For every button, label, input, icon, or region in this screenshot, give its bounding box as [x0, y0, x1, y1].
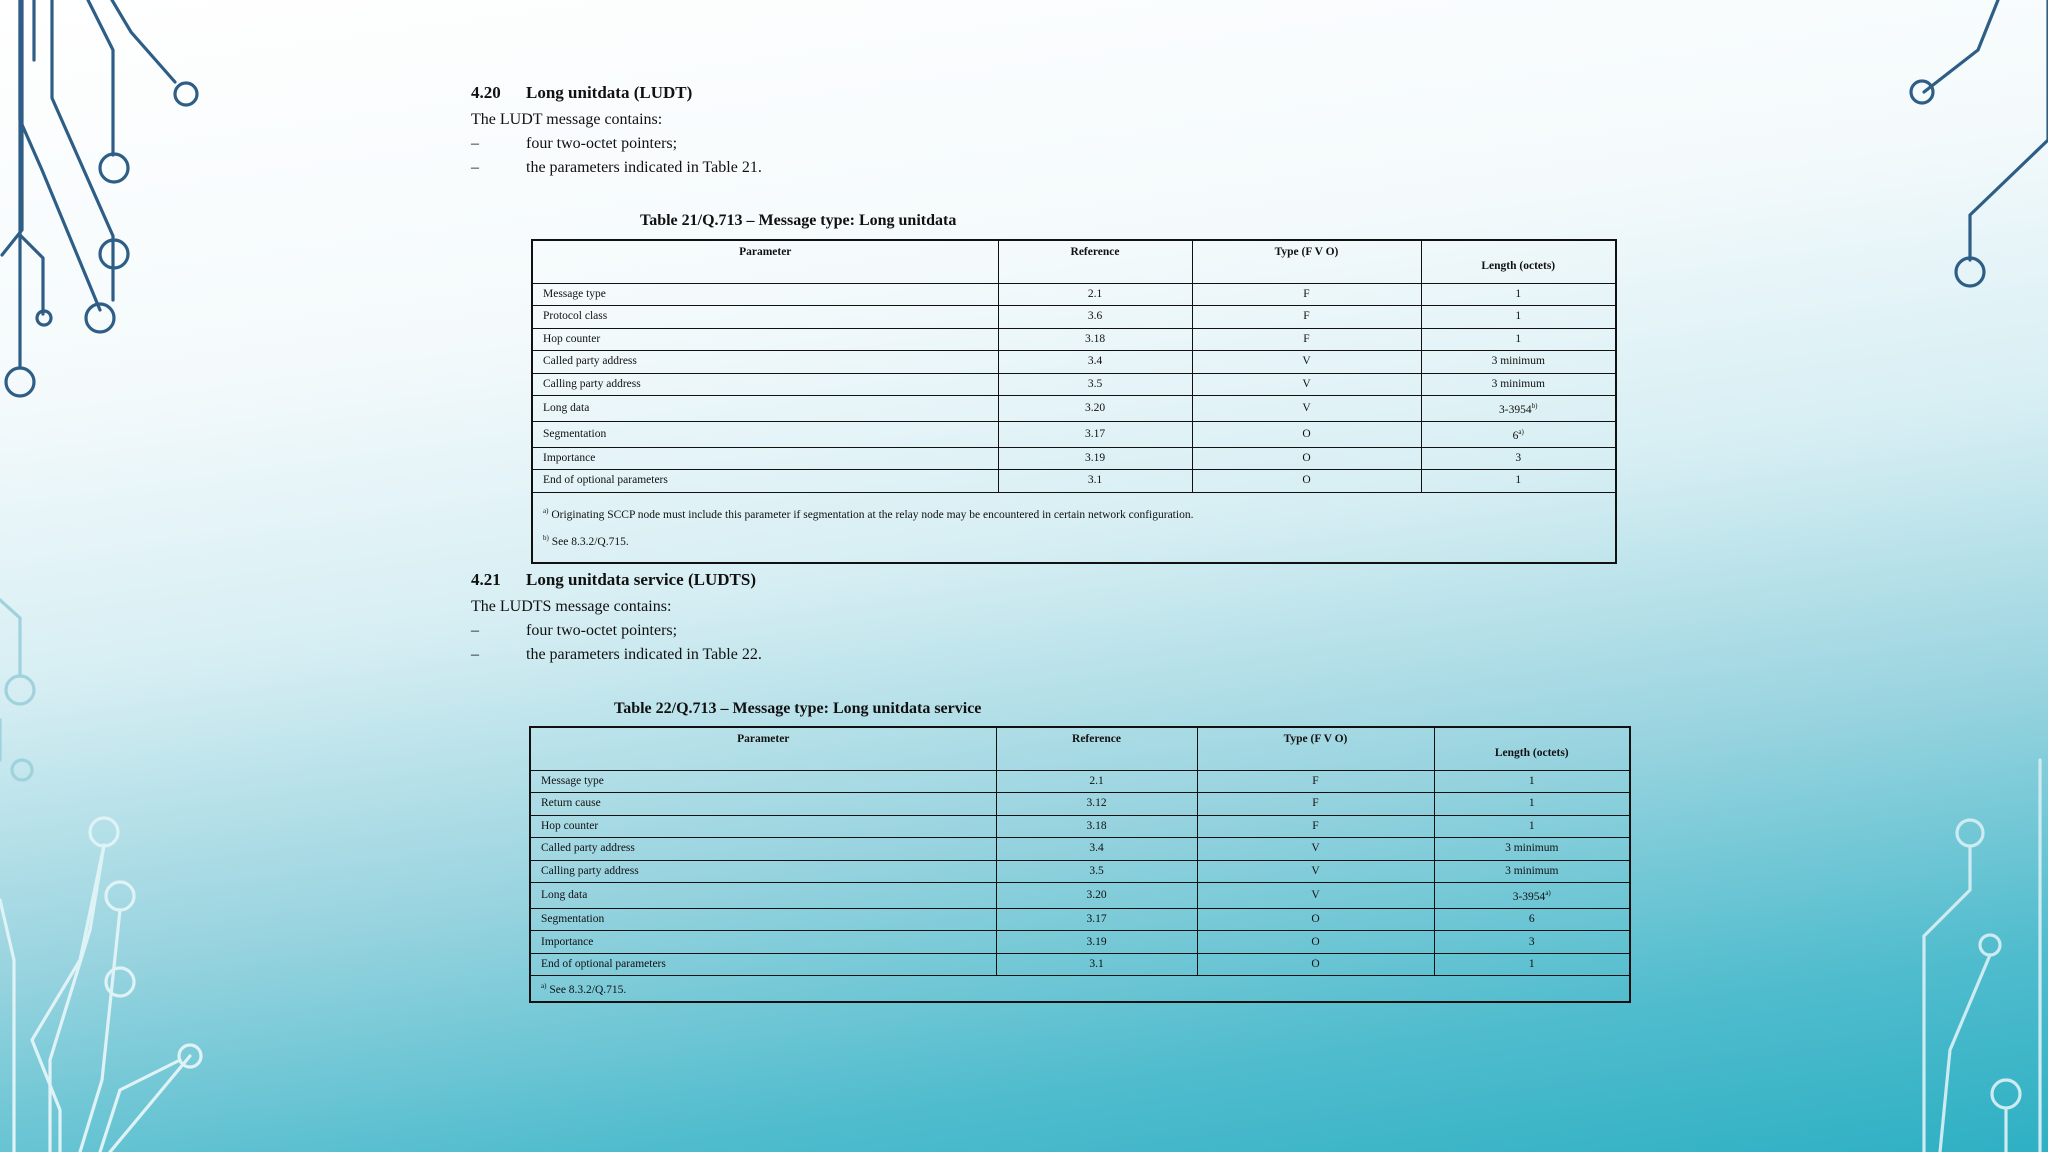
- cell-type: V: [1197, 838, 1434, 861]
- cell-type: V: [1197, 883, 1434, 909]
- table-note-a: [543, 499, 1605, 527]
- note-marker: a): [543, 506, 549, 515]
- footnote-marker: b): [1531, 402, 1538, 410]
- cell-length: 3 minimum: [1434, 860, 1630, 883]
- table-notes: [530, 976, 1630, 1002]
- cell-parameter: Calling party address: [530, 860, 996, 883]
- table-row: [532, 351, 1616, 374]
- table-note-a: [541, 976, 1619, 1001]
- column-header-type: Type (F V O): [1197, 727, 1434, 770]
- cell-reference: 3.5: [998, 373, 1192, 396]
- table-22-caption: Table 22/Q.713 – Message type: Long unitdata service: [614, 700, 982, 717]
- cell-reference: 3.18: [996, 815, 1197, 838]
- cell-length: 1: [1421, 328, 1616, 351]
- cell-reference: 3.17: [996, 908, 1197, 931]
- table-row: [532, 328, 1616, 351]
- note-marker: b): [543, 534, 549, 543]
- cell-type: V: [1192, 351, 1421, 374]
- column-header-length: Length (octets): [1434, 727, 1630, 770]
- table-row: [532, 306, 1616, 329]
- cell-parameter: End of optional parameters: [532, 470, 998, 493]
- bullet-dash: –: [471, 646, 479, 663]
- bullet-text: the parameters indicated in Table 22.: [526, 646, 762, 663]
- cell-length: 3 minimum: [1434, 838, 1630, 861]
- table-notes-row: [532, 492, 1616, 563]
- cell-type: O: [1192, 470, 1421, 493]
- table-row: [532, 470, 1616, 493]
- column-header-length: Length (octets): [1421, 240, 1616, 283]
- table-row: [530, 793, 1630, 816]
- cell-length: 6: [1434, 908, 1630, 931]
- cell-length: 3 minimum: [1421, 373, 1616, 396]
- section-420-bullet-2: [471, 159, 762, 177]
- cell-reference: 2.1: [998, 283, 1192, 306]
- table-header-row: [532, 240, 1616, 283]
- cell-parameter: Message type: [532, 283, 998, 306]
- table-row: [532, 421, 1616, 447]
- table-notes-row: [530, 976, 1630, 1002]
- cell-type: O: [1192, 447, 1421, 470]
- table-row: [530, 838, 1630, 861]
- cell-parameter: Protocol class: [532, 306, 998, 329]
- cell-length-value: 3-3954: [1512, 890, 1546, 903]
- cell-type: O: [1192, 421, 1421, 447]
- cell-parameter: Segmentation: [530, 908, 996, 931]
- cell-length: 3: [1421, 447, 1616, 470]
- cell-type: O: [1197, 908, 1434, 931]
- bullet-text: four two-octet pointers;: [526, 135, 678, 152]
- section-421-title: Long unitdata service (LUDTS): [526, 570, 756, 589]
- cell-reference: 3.1: [996, 953, 1197, 976]
- cell-type: V: [1197, 860, 1434, 883]
- section-421-bullet-1: [471, 622, 677, 640]
- table-row: [532, 447, 1616, 470]
- cell-length: [1421, 421, 1616, 447]
- bullet-dash: –: [471, 159, 479, 176]
- cell-parameter: Called party address: [532, 351, 998, 374]
- cell-parameter: End of optional parameters: [530, 953, 996, 976]
- cell-length: [1434, 883, 1630, 909]
- bullet-text: the parameters indicated in Table 21.: [526, 159, 762, 176]
- column-header-reference: Reference: [996, 727, 1197, 770]
- table-22: [529, 726, 1631, 1003]
- cell-length: 3 minimum: [1421, 351, 1616, 374]
- note-text: See 8.3.2/Q.715.: [551, 536, 629, 549]
- cell-length: [1421, 396, 1616, 422]
- column-header-type: Type (F V O): [1192, 240, 1421, 283]
- table-row: [532, 396, 1616, 422]
- cell-reference: 3.4: [996, 838, 1197, 861]
- section-421-heading: [471, 570, 756, 590]
- cell-parameter: Return cause: [530, 793, 996, 816]
- note-marker: a): [541, 982, 547, 991]
- table-row: [530, 883, 1630, 909]
- table-header-row: [530, 727, 1630, 770]
- cell-reference: 3.12: [996, 793, 1197, 816]
- cell-parameter: Importance: [532, 447, 998, 470]
- cell-length: 1: [1421, 306, 1616, 329]
- table-row: [532, 283, 1616, 306]
- cell-type: F: [1192, 306, 1421, 329]
- note-text: Originating SCCP node must include this parameter if segmentation at the relay node may be encountered in certain network configuration.: [551, 508, 1194, 521]
- table-row: [530, 953, 1630, 976]
- cell-length: 3: [1434, 931, 1630, 954]
- column-header-reference: Reference: [998, 240, 1192, 283]
- cell-type: V: [1192, 396, 1421, 422]
- cell-reference: 3.4: [998, 351, 1192, 374]
- cell-type: F: [1197, 793, 1434, 816]
- table-row: [530, 931, 1630, 954]
- cell-parameter: Hop counter: [530, 815, 996, 838]
- cell-reference: 3.6: [998, 306, 1192, 329]
- section-420-heading: [471, 83, 692, 103]
- cell-parameter: Calling party address: [532, 373, 998, 396]
- section-421-number: 4.21: [471, 570, 501, 589]
- cell-length-value: 6: [1512, 429, 1519, 442]
- cell-reference: 3.17: [998, 421, 1192, 447]
- cell-parameter: Hop counter: [532, 328, 998, 351]
- cell-length: 1: [1421, 470, 1616, 493]
- cell-reference: 3.5: [996, 860, 1197, 883]
- table-notes: [532, 492, 1616, 563]
- cell-length: 1: [1434, 953, 1630, 976]
- cell-length: 1: [1421, 283, 1616, 306]
- bullet-dash: –: [471, 135, 479, 152]
- cell-parameter: Importance: [530, 931, 996, 954]
- footnote-marker: a): [1518, 427, 1524, 436]
- table-row: [532, 373, 1616, 396]
- section-420-title: Long unitdata (LUDT): [526, 83, 693, 102]
- footnote-marker: a): [1545, 889, 1551, 897]
- section-421-bullet-2: [471, 646, 762, 664]
- bullet-text: four two-octet pointers;: [526, 622, 678, 639]
- bullet-dash: –: [471, 622, 479, 639]
- cell-length: 1: [1434, 793, 1630, 816]
- cell-reference: 2.1: [996, 770, 1197, 793]
- column-header-parameter: Parameter: [530, 727, 996, 770]
- cell-type: F: [1192, 283, 1421, 306]
- cell-length: 1: [1434, 770, 1630, 793]
- table-row: [530, 860, 1630, 883]
- cell-parameter: Segmentation: [532, 421, 998, 447]
- cell-parameter: Long data: [532, 396, 998, 422]
- note-text: See 8.3.2/Q.715.: [549, 984, 627, 997]
- cell-parameter: Long data: [530, 883, 996, 909]
- cell-reference: 3.19: [998, 447, 1192, 470]
- cell-length: 1: [1434, 815, 1630, 838]
- cell-reference: 3.19: [996, 931, 1197, 954]
- cell-parameter: Message type: [530, 770, 996, 793]
- cell-type: F: [1197, 815, 1434, 838]
- cell-type: F: [1192, 328, 1421, 351]
- table-row: [530, 815, 1630, 838]
- column-header-parameter: Parameter: [532, 240, 998, 283]
- cell-reference: 3.18: [998, 328, 1192, 351]
- section-421-intro: The LUDTS message contains:: [471, 598, 672, 615]
- table-row: [530, 770, 1630, 793]
- table-21: [531, 239, 1617, 564]
- section-420-bullet-1: [471, 135, 677, 153]
- section-420-number: 4.20: [471, 83, 501, 102]
- table-note-b: [543, 526, 1605, 554]
- cell-type: O: [1197, 953, 1434, 976]
- cell-reference: 3.20: [998, 396, 1192, 422]
- cell-type: F: [1197, 770, 1434, 793]
- cell-length-value: 3-3954: [1499, 403, 1532, 416]
- table-21-caption: Table 21/Q.713 – Message type: Long unitdata: [640, 212, 957, 229]
- cell-reference: 3.1: [998, 470, 1192, 493]
- section-420-intro: The LUDT message contains:: [471, 111, 663, 128]
- cell-type: V: [1192, 373, 1421, 396]
- cell-parameter: Called party address: [530, 838, 996, 861]
- cell-type: O: [1197, 931, 1434, 954]
- table-row: [530, 908, 1630, 931]
- cell-reference: 3.20: [996, 883, 1197, 909]
